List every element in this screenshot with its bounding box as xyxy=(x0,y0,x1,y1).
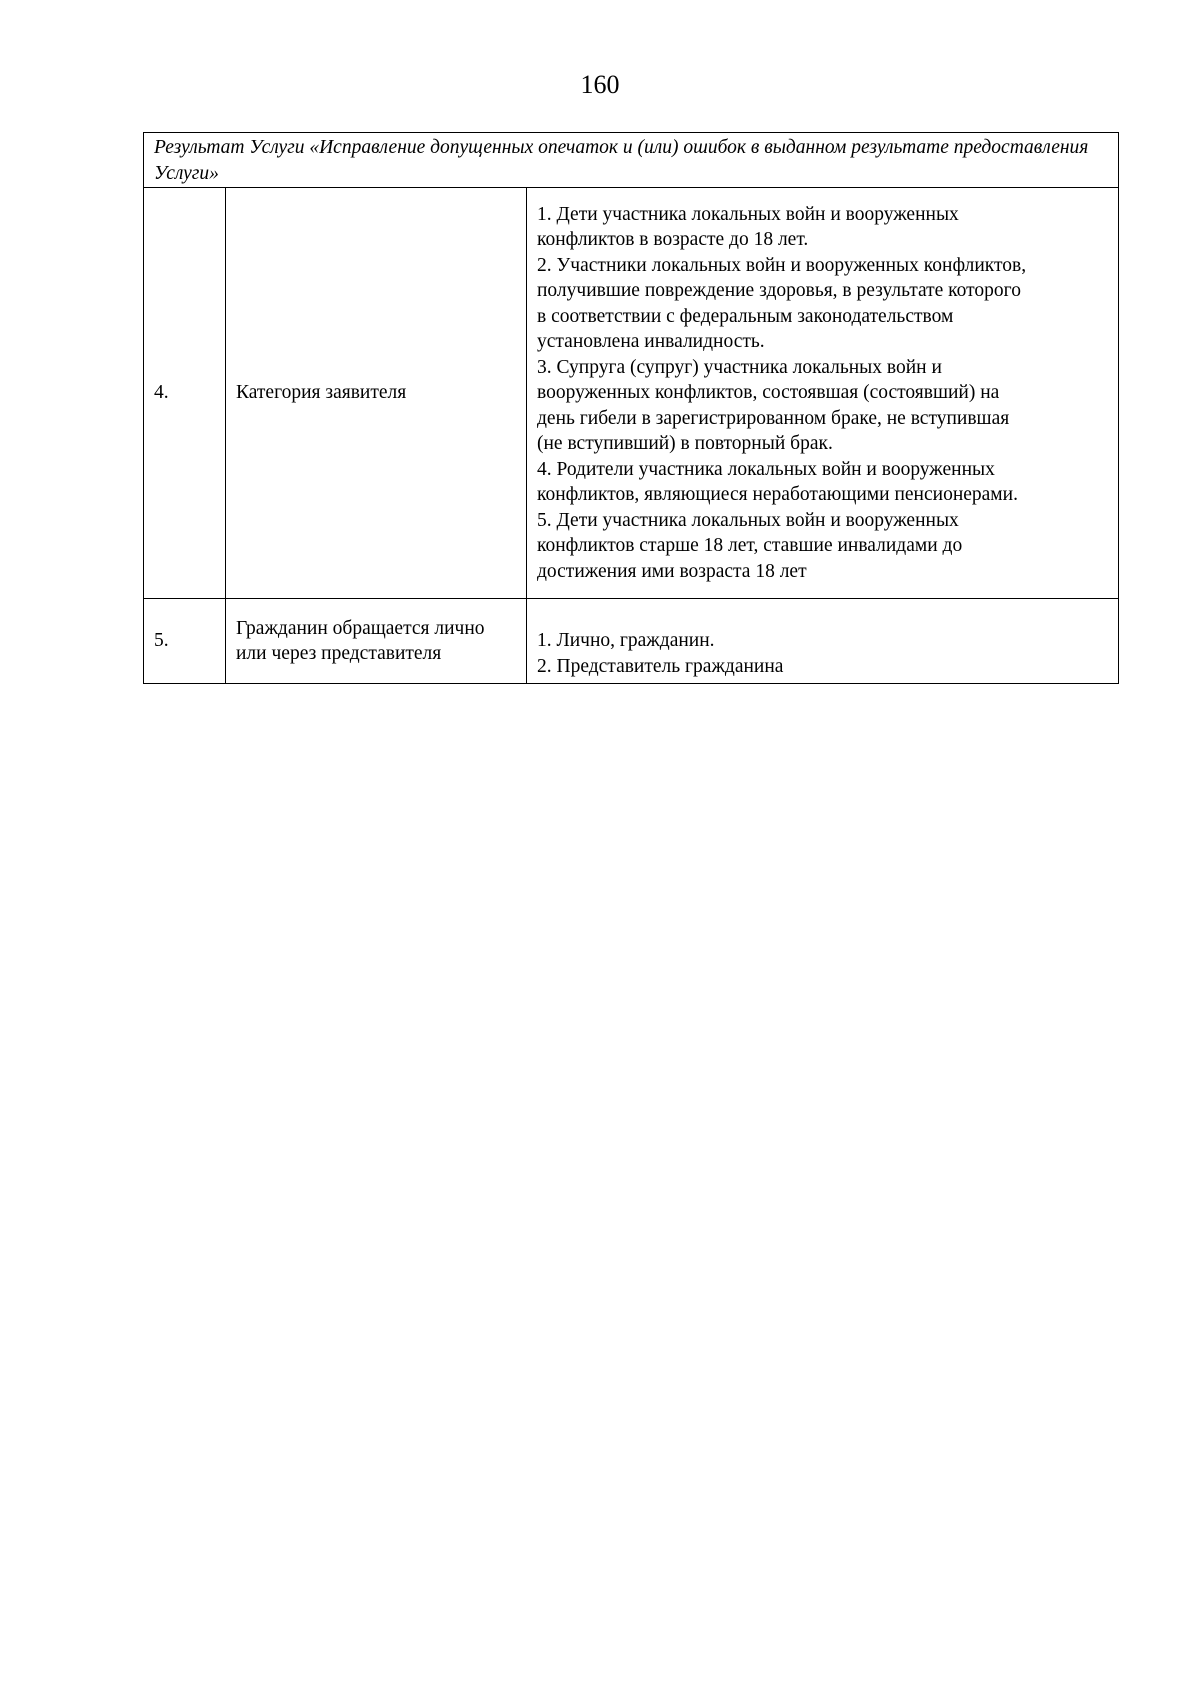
value-line: 4. Родители участника локальных войн и вооруженных xyxy=(537,458,995,480)
table-header-cell: Результат Услуги «Исправление допущенных опечаток и (или) ошибок в выданном результате предоставления Услуги» xyxy=(144,133,1119,188)
value-line: 1. Лично, гражданин. xyxy=(537,630,715,651)
value-line: 2. Участники локальных войн и вооруженных конфликтов, xyxy=(537,254,1027,276)
value-line: достижения ими возраста 18 лет xyxy=(537,560,807,582)
service-result-table xyxy=(143,132,1119,684)
value-line: 1. Дети участника локальных войн и вооруженных xyxy=(537,203,959,225)
row-label: Категория заявителя xyxy=(226,188,527,599)
value-line: 3. Супруга (супруг) участника локальных войн и xyxy=(537,356,942,378)
value-line: (не вступивший) в повторный брак. xyxy=(537,433,833,455)
value-line: вооруженных конфликтов, состоявшая (состоявший) на xyxy=(537,382,1000,404)
table-row xyxy=(144,188,1119,599)
value-line: 2. Представитель гражданина xyxy=(537,655,784,677)
table-header-row xyxy=(144,133,1119,188)
row-value xyxy=(527,599,1119,684)
value-line: конфликтов в возрасте до 18 лет. xyxy=(537,229,809,251)
table-row xyxy=(144,599,1119,684)
value-line: день гибели в зарегистрированном браке, не вступившая xyxy=(537,407,1010,429)
value-line: конфликтов, являющиеся неработающими пенсионерами. xyxy=(537,484,1018,506)
page-number: 160 xyxy=(580,70,620,99)
value-line: конфликтов старше 18 лет, ставшие инвалидами до xyxy=(537,535,963,557)
value-line: 5. Дети участника локальных войн и вооруженных xyxy=(537,509,959,531)
row-number: 4. xyxy=(144,188,226,599)
value-line: в соответствии с федеральным законодательством xyxy=(537,305,954,327)
row-number: 5. xyxy=(144,599,226,684)
value-line: установлена инвалидность. xyxy=(537,331,765,353)
row-value xyxy=(527,188,1119,599)
row-label: Гражданин обращается лично или через представителя xyxy=(226,599,527,684)
value-line: получившие повреждение здоровья, в результате которого xyxy=(537,280,1021,302)
